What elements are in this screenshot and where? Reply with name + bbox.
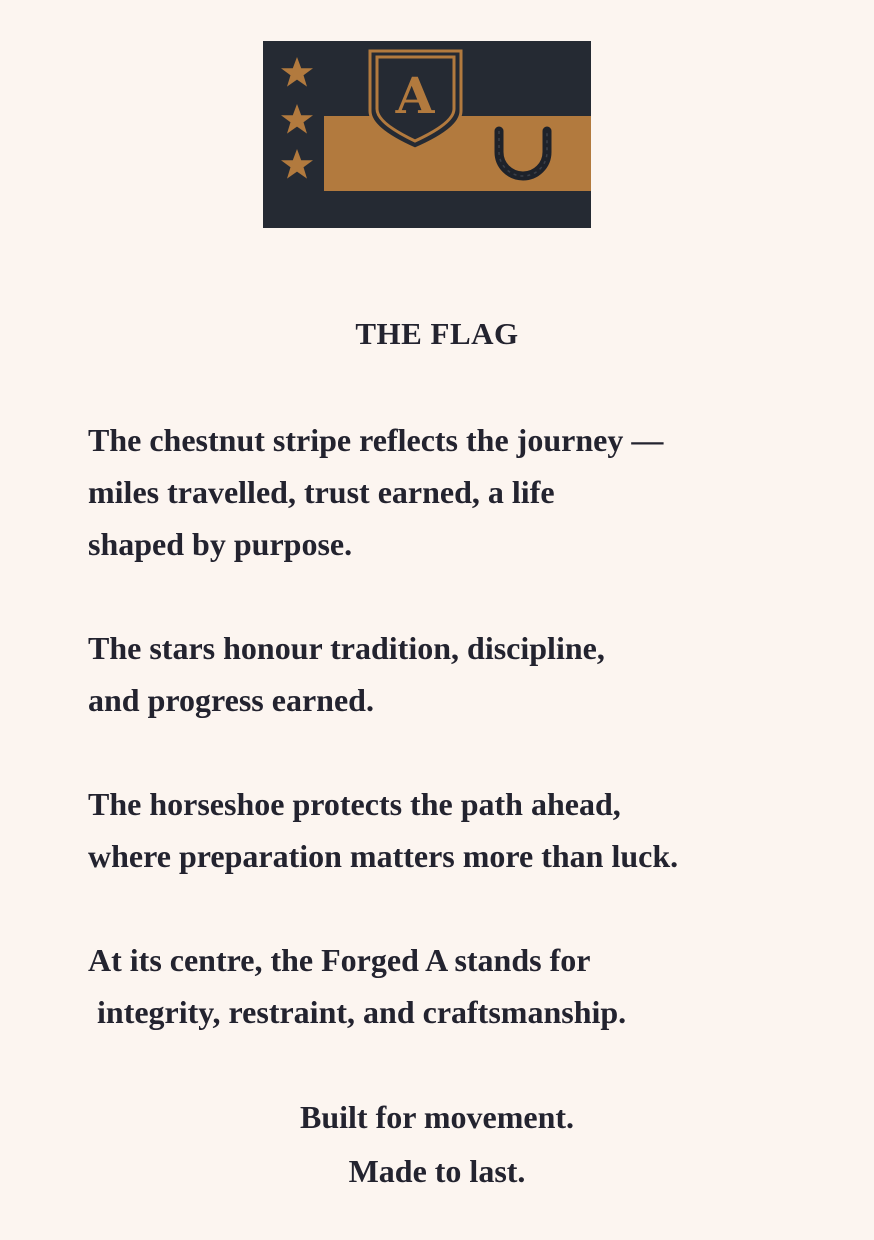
tagline-line-1: Built for movement. — [299, 1099, 575, 1135]
page-title: THE FLAG — [355, 316, 519, 351]
text-line: where preparation matters more than luck. — [88, 838, 679, 874]
text-line: At its centre, the Forged A stands for — [88, 942, 591, 978]
text-line: shaped by purpose. — [88, 526, 353, 562]
paragraph-stars — [88, 622, 605, 726]
forged-a-letter: A — [395, 66, 435, 125]
paragraph-chestnut-stripe — [88, 414, 663, 570]
paragraph-forged-a — [88, 934, 626, 1038]
tagline-line-2: Made to last. — [348, 1153, 526, 1189]
text-line: The chestnut stripe reflects the journey — — [88, 422, 664, 458]
flag-image — [263, 41, 591, 228]
flag-graphic — [263, 41, 591, 228]
text-line: and progress earned. — [88, 682, 374, 718]
text-line: integrity, restraint, and craftsmanship. — [97, 994, 627, 1030]
closing-tagline — [0, 1090, 874, 1198]
paragraph-horseshoe — [88, 778, 678, 882]
text-line: The stars honour tradition, discipline, — [88, 630, 605, 666]
text-line: The horseshoe protects the path ahead, — [88, 786, 621, 822]
text-line: miles travelled, trust earned, a life — [88, 474, 555, 510]
